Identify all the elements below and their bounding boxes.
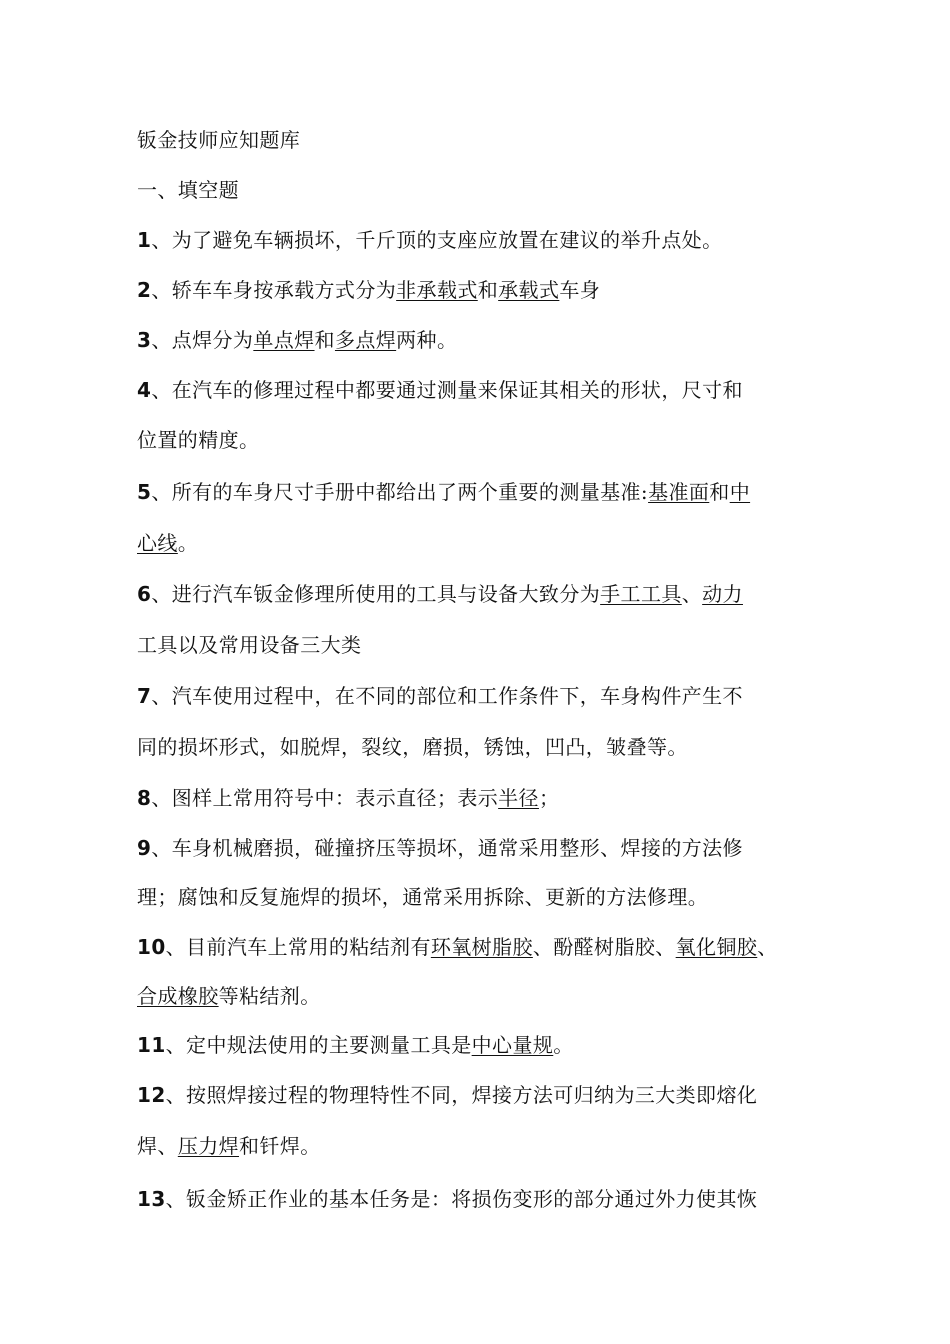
question-number: 6	[137, 582, 152, 606]
question-number: 3	[137, 328, 152, 352]
question-text: 、目前汽车上常用的粘结剂有	[165, 935, 431, 959]
question-text: 、车身机械磨损，碰撞挤压等损坏，通常采用整形、焊接的方法修	[151, 836, 743, 860]
answer-blank: 非承载式	[396, 278, 478, 302]
question-text: 、点焊分为	[151, 328, 254, 352]
question-text: ；	[538, 786, 560, 810]
question-text: 、图样上常用符号中：表示直径；表示	[151, 786, 499, 810]
question-number: 10	[137, 935, 166, 959]
question-2	[137, 277, 600, 303]
question-number: 2	[137, 278, 152, 302]
question-number: 11	[137, 1033, 166, 1057]
question-text: 、定中规法使用的主要测量工具是	[165, 1033, 472, 1057]
answer-blank: 手工工具	[600, 582, 682, 606]
question-text: 和	[314, 328, 335, 352]
question-number: 4	[137, 378, 152, 402]
question-13	[137, 1186, 757, 1212]
question-12-continued	[137, 1133, 321, 1159]
question-number: 7	[137, 684, 152, 708]
question-1	[137, 227, 723, 253]
question-text: 、酚醛树脂胶、	[532, 935, 676, 959]
question-8	[137, 785, 559, 811]
question-text: 两种。	[396, 328, 458, 352]
question-9	[137, 835, 743, 861]
question-number: 9	[137, 836, 152, 860]
question-text: 和钎焊。	[239, 1134, 321, 1158]
question-number: 12	[137, 1083, 166, 1107]
question-number: 8	[137, 786, 152, 810]
question-number: 1	[137, 228, 152, 252]
question-text: 、轿车车身按承载方式分为	[151, 278, 397, 302]
answer-blank: 多点焊	[334, 328, 397, 352]
question-5	[137, 479, 750, 505]
question-9-continued: 理；腐蚀和反复施焊的损坏，通常采用拆除、更新的方法修理。	[137, 885, 709, 909]
answer-blank: 合成橡胶	[137, 984, 219, 1008]
question-6-continued: 工具以及常用设备三大类	[137, 633, 362, 657]
question-text: 等粘结剂。	[218, 984, 321, 1008]
answer-blank: 环氧树脂胶	[430, 935, 533, 959]
answer-blank: 半径	[498, 786, 539, 810]
question-text: 和	[709, 480, 730, 504]
question-number: 13	[137, 1187, 166, 1211]
answer-blank: 中心量规	[471, 1033, 554, 1057]
question-10-continued	[137, 983, 321, 1009]
question-text: 、	[681, 582, 703, 606]
question-text: 。	[553, 1033, 574, 1057]
question-text: 。	[177, 531, 199, 555]
question-text: 和	[477, 278, 499, 302]
document-title: 钣金技师应知题库	[137, 128, 301, 152]
answer-blank: 承载式	[498, 278, 560, 302]
question-text: 、	[757, 935, 778, 959]
question-text: 、进行汽车钣金修理所使用的工具与设备大致分为	[151, 582, 601, 606]
question-number: 5	[137, 480, 152, 504]
question-text: 、钣金矫正作业的基本任务是：将损伤变形的部分通过外力使其恢	[165, 1187, 758, 1211]
question-4-continued: 位置的精度。	[137, 428, 260, 452]
question-4	[137, 377, 743, 403]
question-7-continued: 同的损坏形式，如脱焊，裂纹，磨损，锈蚀，凹凸，皱叠等。	[137, 735, 688, 759]
answer-blank: 基准面	[648, 480, 710, 504]
question-12	[137, 1082, 757, 1108]
answer-blank: 动力	[702, 582, 743, 606]
question-text: 、为了避免车辆损坏，千斤顶的支座应放置在建议的举升点处。	[151, 228, 723, 252]
question-10	[137, 934, 778, 960]
question-text: 、按照焊接过程的物理特性不同，焊接方法可归纳为三大类即熔化	[165, 1083, 758, 1107]
question-3	[137, 327, 457, 353]
question-text: 、在汽车的修理过程中都要通过测量来保证其相关的形状，尺寸和	[151, 378, 743, 402]
question-7	[137, 683, 743, 709]
answer-blank: 单点焊	[253, 328, 315, 352]
answer-blank: 压力焊	[177, 1134, 240, 1158]
answer-blank: 心线	[137, 531, 178, 555]
question-5-continued	[137, 530, 198, 556]
question-text: 、所有的车身尺寸手册中都给出了两个重要的测量基准:	[151, 480, 649, 504]
answer-blank: 中	[729, 480, 751, 504]
answer-blank: 氧化铜胶	[675, 935, 758, 959]
question-6	[137, 581, 743, 607]
question-text: 、汽车使用过程中，在不同的部位和工作条件下，车身构件产生不	[151, 684, 743, 708]
section-heading: 一、填空题	[137, 178, 239, 202]
question-11	[137, 1032, 574, 1058]
question-text: 车身	[559, 278, 601, 302]
question-text: 焊、	[137, 1134, 178, 1158]
